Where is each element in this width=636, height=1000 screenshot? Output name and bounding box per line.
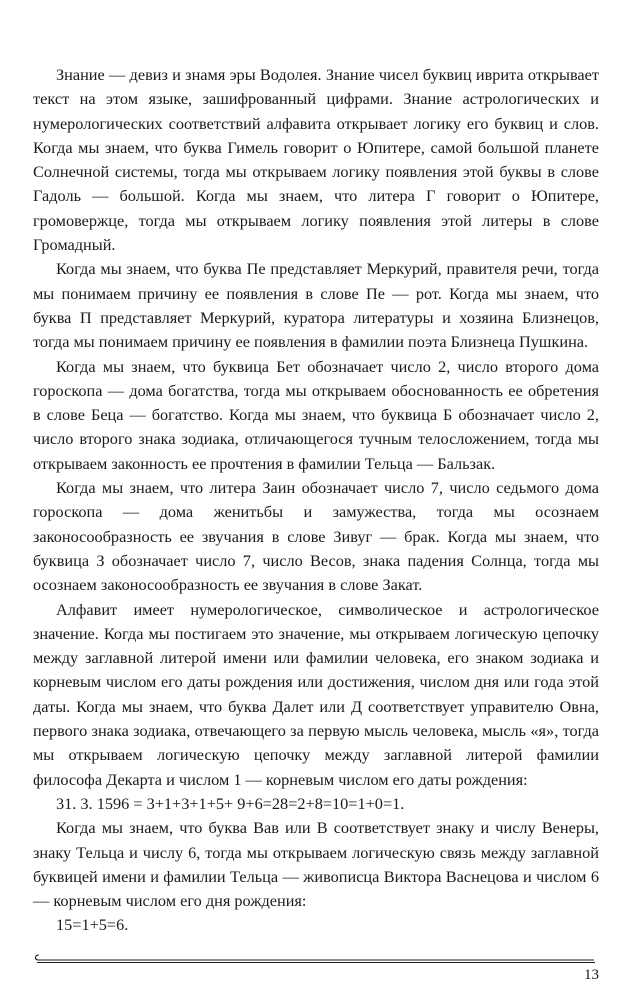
page-number: 13 — [584, 967, 599, 983]
formula-vasnetsov: 15=1+5=6. — [56, 915, 129, 935]
paragraph-bet-number: Когда мы знаем, что буквица Бет обозначает число 2, число второго дома гороскопа — дома богатства, тогда мы открываем обоснованность ее обретения в слове Беца — богатство. Когда мы знаем, что буквица Б обозначает число 2, число второго знака зодиака, отличающегося тучным телосложением, тогда мы открываем законность ее прочтения в фамилии Тельца — Бальзак. — [33, 356, 599, 473]
paragraph-pe-mercury: Когда мы знаем, что буква Пе представляет Меркурий, правителя речи, тогда мы понимаем причину ее появления в слове Пе — рот. Когда мы знаем, что буква П представляет Меркурий, куратора литературы и хозяина Близнецов, тогда мы понимаем причину ее появления в фамилии поэта Близнеца Пушкина. — [33, 259, 599, 352]
decorative-rule — [33, 950, 599, 964]
paragraph-zain-number: Когда мы знаем, что литера Заин обозначает число 7, число седьмого дома гороскопа — дома женитьбы и замужества, тогда мы осознаем законосообразность ее звучания в слове Зивуг — брак. Когда мы знаем, что буквица З обозначает число 7, число Весов, знака падения Солнца, тогда мы осознаем законосообразность ее звучания в слове Закат. — [33, 478, 599, 595]
paragraph-vav-venus: Когда мы знаем, что буква Вав или В соответствует знаку и числу Венеры, знаку Тельца и числу 6, тогда мы открываем логическую связь между заглавной буквицей имени и фамилии Тельца — живописца Виктора Васнецова и числом 6 — корневым числом его дня рождения: — [33, 818, 599, 911]
paragraph-knowledge: Знание — девиз и знамя эры Водолея. Знание чисел буквиц иврита открывает текст на этом языке, зашифрованный цифрами. Знание астрологических и нумерологических соответствий алфавита открывает логику его буквиц и слов. Когда мы знаем, что буква Гимель говорит о Юпитере, самой большой планете Солнечной системы, тогда мы открываем логику появления этой буквы в слове Гадоль — большой. Когда мы знаем, что литера Г говорит о Юпитере, громовержце, тогда мы открываем логику появления этой литеры в слове Громадный. — [33, 65, 599, 255]
body-text — [33, 63, 599, 938]
formula-descartes: 31. 3. 1596 = 3+1+3+1+5+ 9+6=28=2+8=10=1+0=1. — [56, 793, 405, 813]
paragraph-alphabet-meaning: Алфавит имеет нумерологическое, символическое и астрологическое значение. Когда мы постигаем это значение, мы открываем логическую цепочку между заглавной литерой имени или фамилии человека, его знаком зодиака и корневым числом его даты рождения или достижения, числом дня или года этой даты. Когда мы знаем, что буква Далет или Д соответствует управителю Овна, первого знака зодиака, отвечающего за первую мысль человека, мысль «я», тогда мы открываем логическую цепочку между заглавной литерой фамилии философа Декарта и числом 1 — корневым числом его даты рождения: — [33, 599, 599, 789]
